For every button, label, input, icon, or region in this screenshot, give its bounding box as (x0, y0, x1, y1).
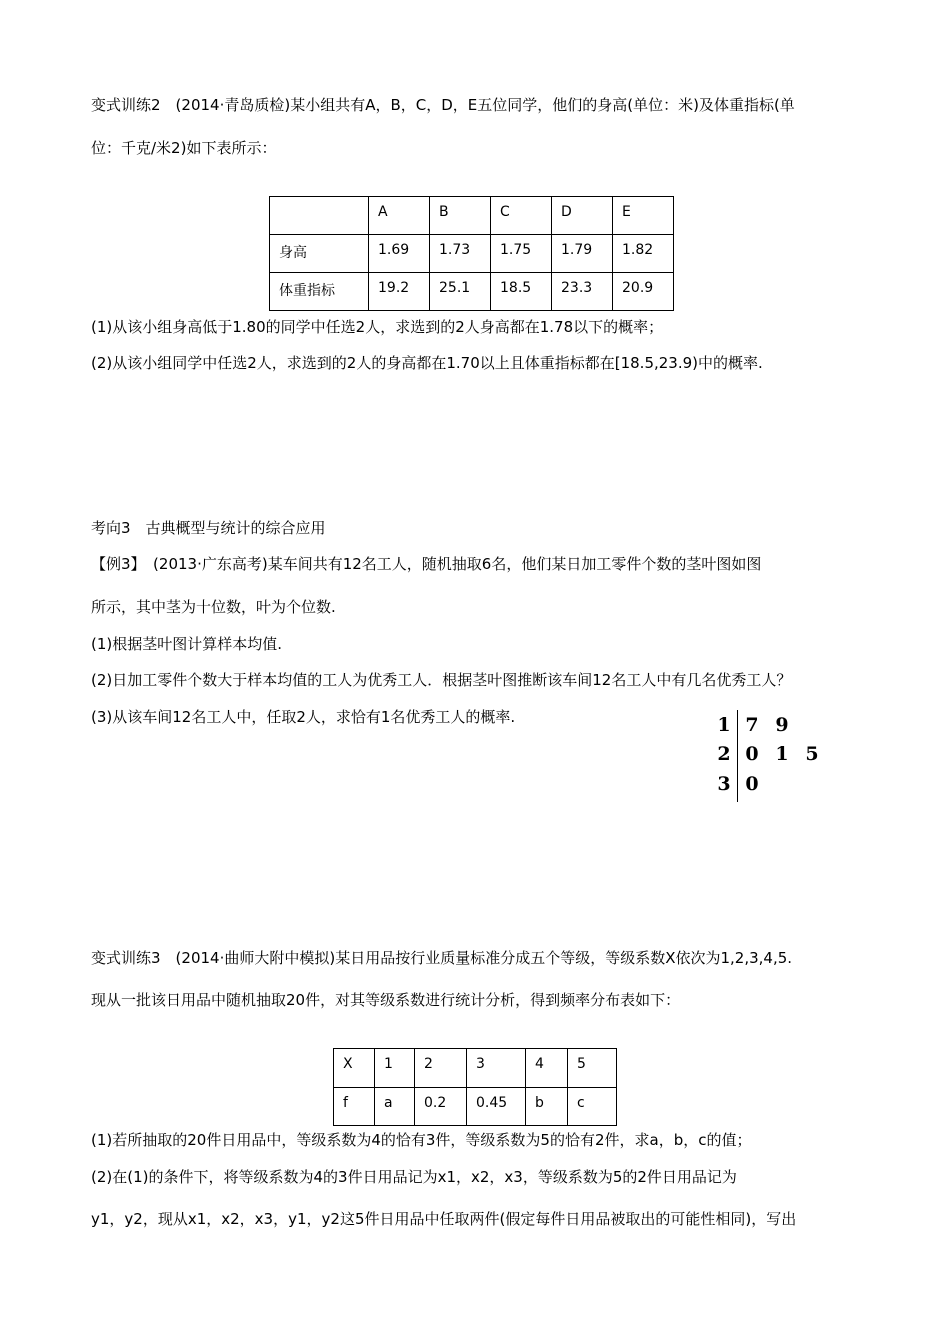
table-cell: 19.2 (369, 273, 430, 311)
table-cell: f (334, 1088, 375, 1126)
table-cell: 1.73 (430, 235, 491, 273)
table-cell: 1.69 (369, 235, 430, 273)
example3-question2: (2)日加工零件个数大于样本均值的工人为优秀工人．根据茎叶图推断该车间12名工人中有几名优秀工人？ (91, 671, 792, 689)
table-cell: 18.5 (491, 273, 552, 311)
table-cell: c (568, 1088, 617, 1126)
leaf-value: 5 (805, 743, 819, 765)
table-cell: a (375, 1088, 415, 1126)
table-cell: B (430, 197, 491, 235)
table-cell: 体重指标 (270, 273, 369, 311)
example3-line2: 所示，其中茎为十位数，叶为个位数. (91, 598, 336, 616)
table-cell: 1.79 (552, 235, 613, 273)
table-cell: 1.82 (613, 235, 674, 273)
stem-divider (737, 710, 738, 802)
frequency-table (333, 1048, 617, 1126)
stem-leaf-plot (716, 710, 836, 802)
table-row (334, 1049, 617, 1088)
table-cell: 0.2 (415, 1088, 467, 1126)
leaf-value: 7 (745, 714, 759, 736)
table-row (270, 197, 674, 235)
example3-question1: (1)根据茎叶图计算样本均值. (91, 635, 283, 653)
exercise2-line1: 变式训练2 (2014·青岛质检)某小组共有A，B，C，D，E五位同学，他们的身高(单位：米)及体重指标(单 (91, 96, 795, 114)
height-weight-table (269, 196, 674, 311)
table-cell: E (613, 197, 674, 235)
table-cell: 25.1 (430, 273, 491, 311)
exercise3-question2-line2: y1，y2，现从x1，x2，x3，y1，y2这5件日用品中任取两件(假定每件日用品被取出的可能性相同)，写出 (91, 1210, 797, 1228)
section-heading: 考向3 古典概型与统计的综合应用 (91, 519, 326, 537)
table-cell: 4 (526, 1049, 568, 1088)
table-row (270, 273, 674, 311)
exercise3-question1: (1)若所抽取的20件日用品中，等级系数为4的恰有3件，等级系数为5的恰有2件，求a，b，c的值； (91, 1131, 752, 1149)
table-cell: 5 (568, 1049, 617, 1088)
leaf-value: 0 (745, 743, 759, 765)
table-cell: 身高 (270, 235, 369, 273)
table-cell: b (526, 1088, 568, 1126)
exercise2-line2: 位：千克/米2)如下表所示： (91, 139, 277, 157)
example3-line1: 【例3】 (2013·广东高考)某车间共有12名工人，随机抽取6名，他们某日加工零件个数的茎叶图如图 (91, 555, 762, 573)
exercise2-question1: (1)从该小组身高低于1.80的同学中任选2人，求选到的2人身高都在1.78以下的概率； (91, 318, 664, 336)
table-cell: A (369, 197, 430, 235)
table-cell: D (552, 197, 613, 235)
table-cell (270, 197, 369, 235)
table-row (334, 1088, 617, 1126)
stem-value: 3 (717, 773, 731, 795)
stem-value: 2 (717, 743, 731, 765)
table-row (270, 235, 674, 273)
table-cell: 20.9 (613, 273, 674, 311)
stem-value: 1 (717, 714, 731, 736)
table-cell: 3 (467, 1049, 526, 1088)
exercise3-question2-line1: (2)在(1)的条件下，将等级系数为4的3件日用品记为x1，x2，x3，等级系数为5的2件日用品记为 (91, 1168, 737, 1186)
table-cell: C (491, 197, 552, 235)
exercise2-question2: (2)从该小组同学中任选2人，求选到的2人的身高都在1.70以上且体重指标都在[18.5,23.9)中的概率. (91, 354, 763, 372)
table-cell: X (334, 1049, 375, 1088)
leaf-value: 0 (745, 773, 759, 795)
exercise3-line2: 现从一批该日用品中随机抽取20件，对其等级系数进行统计分析，得到频率分布表如下： (91, 991, 681, 1009)
table-cell: 1.75 (491, 235, 552, 273)
table-cell: 2 (415, 1049, 467, 1088)
table-cell: 23.3 (552, 273, 613, 311)
table-cell: 1 (375, 1049, 415, 1088)
table-cell: 0.45 (467, 1088, 526, 1126)
leaf-value: 9 (775, 714, 789, 736)
example3-question3: (3)从该车间12名工人中，任取2人，求恰有1名优秀工人的概率. (91, 708, 516, 726)
exercise3-line1: 变式训练3 (2014·曲师大附中模拟)某日用品按行业质量标准分成五个等级，等级系数X依次为1,2,3,4,5. (91, 949, 793, 967)
leaf-value: 1 (775, 743, 789, 765)
